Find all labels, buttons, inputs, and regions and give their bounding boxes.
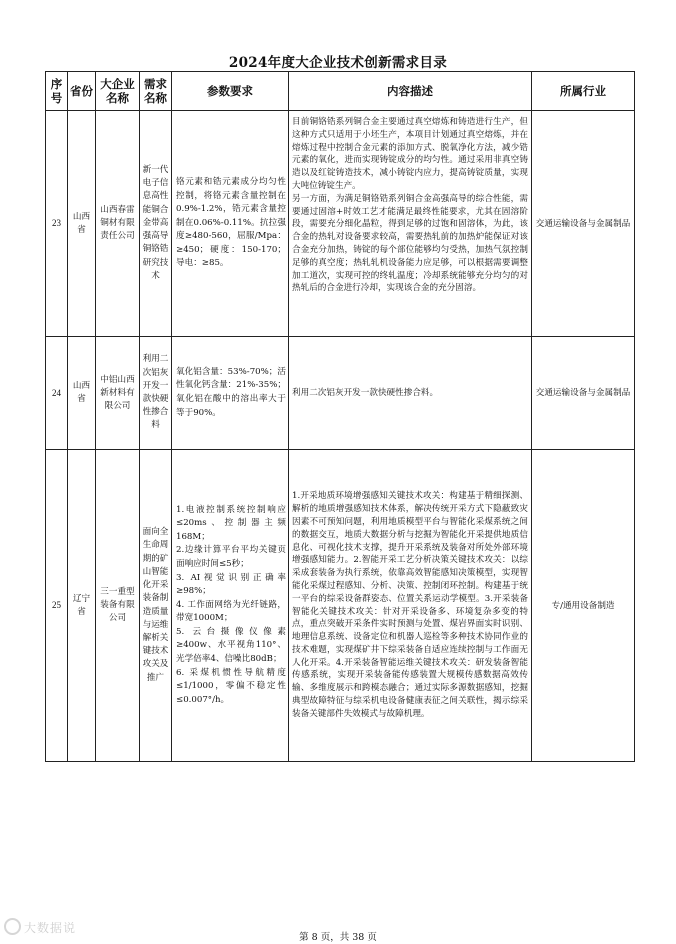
row-params: 1.电液控制系统控制响应≤20ms、控制器主频168M； 2.边缘计算平台平均关键页面响应时间≤5秒； 3. AI视觉识别正确率≥98%； 4. 工作面网络为光纤链路，带宽1000M； 5. 云台摄像仪像素≥400w、水平视角110°、光学倍率4、信噪比80dB； 6. 采煤机惯性导航精度≤1/1000，零偏不稳定性≤0.007°/h。 [172, 450, 289, 762]
table-row [46, 111, 635, 337]
header-company: 大企业名称 [96, 72, 140, 111]
header-industry: 所属行业 [532, 72, 635, 111]
row-demand: 面向全生命周期的矿山智能化开采装备制造质量与运维解析关键技术攻关及推广 [140, 450, 172, 762]
row-seq: 25 [46, 450, 68, 762]
watermark: 大数据说 [4, 918, 76, 936]
demand-table [45, 71, 635, 762]
row-province: 山西省 [68, 337, 96, 450]
header-content: 内容描述 [289, 72, 532, 111]
header-demand: 需求名称 [140, 72, 172, 111]
row-industry: 交通运输设备与金属制品 [532, 111, 635, 337]
row-company: 中铝山西新材料有限公司 [96, 337, 140, 450]
header-province: 省份 [68, 72, 96, 111]
row-seq: 24 [46, 337, 68, 450]
header-params: 参数要求 [172, 72, 289, 111]
row-seq: 23 [46, 111, 68, 337]
row-province: 辽宁省 [68, 450, 96, 762]
row-industry: 交通运输设备与金属制品 [532, 337, 635, 450]
row-industry: 专/通用设备制造 [532, 450, 635, 762]
row-content: 1.开采地质环境增强感知关键技术攻关：构建基于精细探测、解析的地质增强感知技术体系，解决传统开采方式下隐蔽致灾因素不可预知问题，利用地质模型平台与智能化采煤系统之间的数据交互，地质大数据分析与挖掘为智能化开采提供地质信息化、可视化技术支撑，提升开采系统及装备对所处外部环境增强感知能力。2.智能开采工艺分析决策关键技术攻关：以综采成套装备为执行系统，依靠高效智能感知决策模型，实现智能化采煤过程感知、分析、决策、控制闭环控制。构建基于统一平台的综采设备群姿态、位置关系运动学模型。3.开采装备智能化关键技术攻关：针对开采设备多、环境复杂多变的特点，重点突破开采条件实时预测与处置、煤岩界面实时识别、地理信息系统、设备定位和机器人巡检等多种技术协同作业的技术难题，实现煤矿井下综采装备自适应连续控制与工作面无人化开采。4.开采装备智能运维关键技术攻关：研发装备智能传感系统，实现开采装备能传感装置大规模传感数据高效传输、多维度展示和跨模态融合；通过实际多源数据感知，挖掘典型故障特征与综采机电设备健康表征之间关联性，揭示综采装备关键部件失效模式与故障机理。 [289, 450, 532, 762]
page-title: 2024年度大企业技术创新需求目录 [228, 55, 448, 71]
table-row [46, 450, 635, 762]
table-header-row [46, 72, 635, 111]
row-company: 三一重型装备有限公司 [96, 450, 140, 762]
row-company: 山西春雷铜材有限责任公司 [96, 111, 140, 337]
row-params: 氧化铝含量：53%-70%；活性氧化钙含量：21%-35%；氧化铝在酸中的溶出率大于等于90%。 [172, 337, 289, 450]
row-demand: 新一代电子信息高性能铜合金带高强高导铜铬锆研究技术 [140, 111, 172, 337]
row-content: 目前铜铬锆系列铜合金主要通过真空熔炼和铸造进行生产，但这种方式只适用于小坯生产，本项目计划通过真空熔炼，并在熔炼过程中控制合金元素的添加方式、脱氧净化方法，减少锆元素的氧化，进而实现铸锭成分的均匀性。通过采用非真空铸造以及红锭铸造技术，减小铸锭内应力，提高铸锭质量，实现大吨位铸锭生产。 另一方面，为满足铜铬锆系列铜合金高强高导的综合性能，需要通过固溶+时效工艺才能满足最终性能要求，尤其在固溶阶段，需要充分细化晶粒，得到足够的过饱和固溶体，为此，该合金的热轧对设备要求较高，需要热轧前的加热炉能保证对该合金充分加热，铸锭的每个部位能够均匀受热，加热气氛控制足够的真空度；热轧轧机设备能力应足够，可以根据需要调整加工道次，实现可控的终轧温度；冷却系统能够充分均匀的对热轧后的合金进行冷却，实现该合金的充分固溶。 [289, 111, 532, 337]
header-seq: 序号 [46, 72, 68, 111]
table-row [46, 337, 635, 450]
row-params: 铬元素和锆元素成分均匀性控制，将铬元素含量控制在0.9%-1.2%，锆元素含量控制在0.06%-0.11%。抗拉强度≥480-560，屈服/Mpa：≥450；硬度：150-170；导电：≥85。 [172, 111, 289, 337]
page-footer: 第 8 页，共 38 页 [299, 932, 377, 943]
row-province: 山西省 [68, 111, 96, 337]
row-demand: 利用二次铝灰开发一款快硬性掺合料 [140, 337, 172, 450]
row-content: 利用二次铝灰开发一款快硬性掺合料。 [289, 337, 532, 450]
